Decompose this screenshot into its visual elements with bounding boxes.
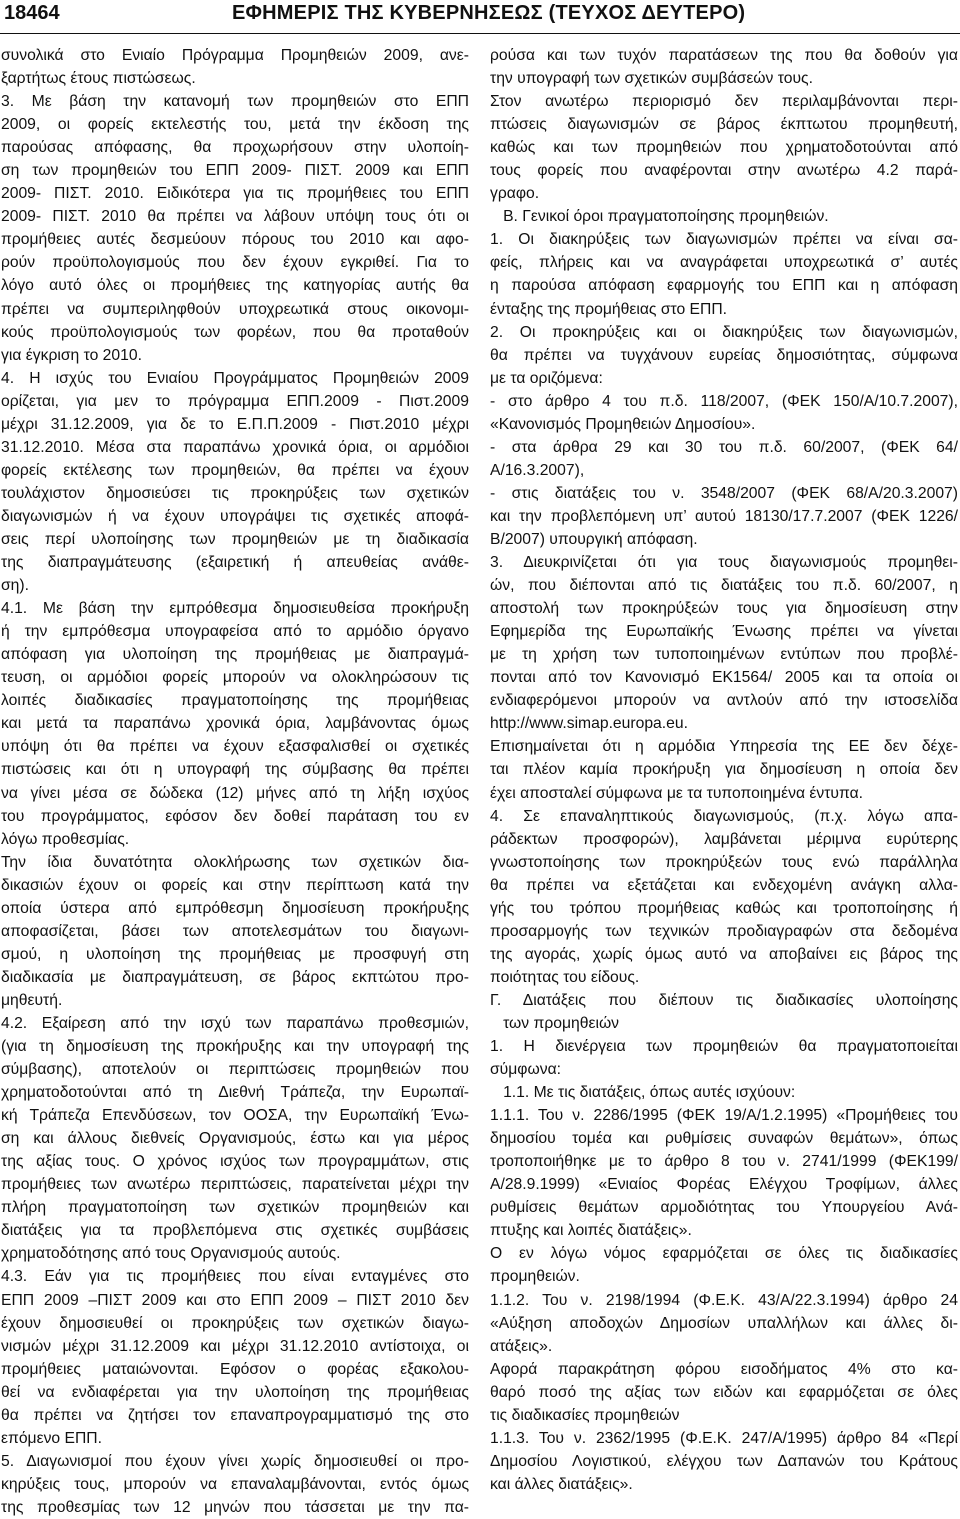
text-line: οποία ύστερα από εμπρόθεσμη δημοσίευση προκήρυξης xyxy=(1,899,469,917)
text-line: - στα άρθρα 29 και 30 του π.δ. 60/2007, (ΦΕΚ 64/ xyxy=(490,438,958,456)
text-line: ση). xyxy=(1,577,29,595)
page-header xyxy=(0,0,960,32)
text-line: φορείς εκτέλεσης των προμηθειών, θα πρέπει να έχουν xyxy=(1,461,469,479)
text-line: του προγράμματος, εφόσον δεν δοθεί παράταση του εν xyxy=(1,807,469,825)
text-line: 4.1. Με βάση την εμπρόθεσμα δημοσιευθείσα προκήρυξη xyxy=(1,600,469,618)
text-line: μέχρι 31.12.2009, για δε το Ε.Π.Π.2009 - Πιστ.2010 μέχρι xyxy=(1,415,469,433)
text-line: διατάξεις για τα προβλεπόμενα στις σχετικές συμβάσεις xyxy=(1,1222,469,1240)
text-line: 4. Η ισχύς του Ενιαίου Προγράμματος Προμηθειών 2009 xyxy=(1,369,469,387)
text-line: ορίζεται, για μεν το πρόγραμμα ΕΠΠ.2009 - Πιστ.2009 xyxy=(1,392,469,410)
text-line: λόγο αυτό όλες οι προμήθειες της κατηγορίας αυτής θα xyxy=(1,277,469,295)
text-line: γραφο. xyxy=(490,185,540,203)
text-line: λοιπές διαδικασίες πραγματοποίησης της προμήθειας xyxy=(1,692,469,710)
text-line: (για τη δημοσίευση της προκήρυξης και την υπογραφή της xyxy=(1,1038,469,1056)
text-line: - στο άρθρο 4 του π.δ. 118/2007, (ΦΕΚ 150/Α/10.7.2007), xyxy=(490,392,958,410)
text-line: ρυθμίσεις θεμάτων αρμοδιότητας του Υπουργείου Ανά- xyxy=(490,1199,958,1217)
text-line: με τα οριζόμενα: xyxy=(490,369,603,387)
text-line: 3. Διευκρινίζεται ότι για τους διαγωνισμούς προμηθει- xyxy=(490,554,958,572)
text-line: προμήθειες αυτές δεσμεύουν πόρους του 2010 και αφο- xyxy=(1,231,469,249)
text-line: Εφημερίδα της Ευρωπαϊκής Ένωσης πρέπει να γίνεται xyxy=(490,623,958,641)
text-line: ση και άλλους διεθνείς Οργανισμούς, έστω και για μέρος xyxy=(1,1130,469,1148)
text-line: Β. Γενικοί όροι πραγματοποίησης προμηθειών. xyxy=(490,208,829,226)
text-line: 4.3. Εάν για τις προμήθειες που είναι ενταγμένες στο xyxy=(1,1268,469,1286)
header-rule xyxy=(0,33,960,34)
text-line: ενδιαφερόμενοι μπορούν να αντλούν από την ιστοσελίδα xyxy=(490,692,958,710)
text-line: Α/16.3.2007), xyxy=(490,461,585,479)
text-line: Επισημαίνεται ότι η αρμόδια Υπηρεσία της ΕΕ δεν δέχε- xyxy=(490,738,958,756)
text-line: των προμηθειών xyxy=(490,1014,620,1032)
text-line: αποφασίζεται, βάσει των αποτελεσμάτων του διαγωνι- xyxy=(1,922,469,940)
text-line: παρούσας απόφασης, θα προχωρήσουν στην υλοποίη- xyxy=(1,139,469,157)
text-line: καθώς και των προμηθειών που χρηματοδοτούνται από xyxy=(490,139,958,157)
text-line: προμήθειες ματαιώνονται. Εφόσον ο φορέας εξακολου- xyxy=(1,1360,469,1378)
text-line: φείς, πλήρεις και να αναγράφεται υποχρεωτικά σ’ αυτές xyxy=(490,254,958,272)
text-line: Ο εν λόγω νόμος εφαρμόζεται σε όλες τις διαδικασίες xyxy=(490,1245,958,1263)
text-line: την υπογραφή των σχετικών συμβάσεών τους. xyxy=(490,70,813,88)
gazette-title: ΕΦΗΜΕΡΙΣ ΤΗΣ ΚΥΒΕΡΝΗΣΕΩΣ (ΤΕΥΧΟΣ ΔΕΥΤΕΡΟ) xyxy=(232,2,746,24)
text-line: και μετά τα παραπάνω χρονικά όρια, λαμβάνοντας όμως xyxy=(1,715,469,733)
text-line: κηρύξεις τους, μπορούν να επαναλαμβάνονται, εντός όμως xyxy=(1,1475,469,1493)
text-line: «Αύξηση αποδοχών Δημοσίων υπαλλήλων και άλλες δι- xyxy=(490,1314,958,1332)
text-line: για έγκριση το 2010. xyxy=(1,346,142,364)
text-line: πτυξης και λοιπές διατάξεις». xyxy=(490,1222,692,1240)
text-line: μηθευτή. xyxy=(1,991,63,1009)
text-line: 1.1.3. Του ν. 2362/1995 (Φ.Ε.Κ. 247/Α/1995) άρθρο 84 «Περί xyxy=(490,1429,958,1447)
text-line: κούς προϋπολογισμούς των φορέων, που θα προταθούν xyxy=(1,323,469,341)
text-line: διαδικασία με διαπραγμάτευση, σε βάρος εκπτώτου προ- xyxy=(1,968,469,986)
text-line: - στις διατάξεις του ν. 3548/2007 (ΦΕΚ 68/Α/20.3.2007) xyxy=(490,484,958,502)
text-line: κή Τράπεζα Επενδύσεων, τον ΟΟΣΑ, την Ευρωπαϊκή Ένω- xyxy=(1,1107,469,1125)
text-line: ρούσα και των τυχόν παρατάσεων της που θα δοθούν για xyxy=(490,47,958,64)
text-line: σύμφωνα: xyxy=(490,1061,561,1079)
text-line: υπόψη ότι θα πρέπει να έχουν εξασφαλισθεί οι σχετικές xyxy=(1,738,469,756)
text-line: αποστολή των προκηρύξεών τους για δημοσίευση στην xyxy=(490,600,958,618)
text-line: τους φορείς που αναφέρονται στην ανωτέρω 4.2 παρά- xyxy=(490,162,958,180)
text-line: «Κανονισμός Προμηθειών Δημοσίου». xyxy=(490,415,756,433)
text-line: σεις περί υλοποίησης των προμηθειών με τη διαδικασία xyxy=(1,530,469,548)
right-column xyxy=(490,44,958,1496)
page-number: 18464 xyxy=(4,2,60,24)
text-line: ατάξεις». xyxy=(490,1337,553,1355)
text-line: προμηθειών. xyxy=(490,1268,580,1286)
text-line: Την ίδια δυνατότητα ολοκλήρωσης των σχετικών δια- xyxy=(1,853,469,871)
text-line: δημοσίου τομέα και ρυθμίσεις συναφών θεμάτων», όπως xyxy=(490,1130,958,1148)
text-line: θα πρέπει να ζητήσει τον επαναπρογραμματισμό της στο xyxy=(1,1406,469,1424)
text-line: 31.12.2010. Μέσα στα παραπάνω χρονικά όρια, οι αρμόδιοι xyxy=(1,438,469,456)
left-column xyxy=(1,44,469,1519)
text-line: της αξίας τους. Ο χρόνος ισχύος των προγραμμάτων, στις xyxy=(1,1153,469,1171)
text-line: ξαρτήτως έτους πιστώσεως. xyxy=(1,70,196,88)
text-line: Αφορά παρακράτηση φόρου εισοδήματος 4% στο κα- xyxy=(490,1360,958,1378)
text-line: νισμών μέχρι 31.12.2009 και μέχρι 31.12.2010 αντίστοιχα, οι xyxy=(1,1337,469,1355)
text-line: έχει αποσταλεί σύμφωνα με τα τυποποιημένα έντυπα. xyxy=(490,784,864,802)
text-line: προμήθειες των ανωτέρω περιπτώσεις, παρατείνεται μέχρι την xyxy=(1,1176,469,1194)
text-line: 5. Διαγωνισμοί που έχουν γίνει χωρίς δημοσιευθεί οι προ- xyxy=(1,1452,469,1470)
text-line: επόμενο ΕΠΠ. xyxy=(1,1429,102,1447)
text-line: ρούν προϋπολογισμούς που δεν έχουν εγκριθεί. Για το xyxy=(1,254,469,272)
text-line: με τη χρήση των τυποποιημένων εντύπων που προβλέ- xyxy=(490,646,958,664)
text-line: πρέπει να συμπεριληφθούν υποχρεωτικά στους οικονομι- xyxy=(1,300,469,318)
text-line: θα πρέπει να τυγχάνουν ευρείας δημοσιότητας, σύμφωνα xyxy=(490,346,958,364)
text-line: δικασιών έχουν οι φορείς και στην περίπτωση κατά την xyxy=(1,876,469,894)
text-line: και άλλες διατάξεις». xyxy=(490,1475,633,1493)
text-line: ών, που διέπονται από τις διατάξεις του π.δ. 60/2007, η xyxy=(490,577,958,595)
text-line: προσαρμογής των τεχνικών προδιαγραφών στα δεδομένα xyxy=(490,922,958,940)
text-line: τροποποιήθηκε με το άρθρο 8 του ν. 2741/1999 (ΦΕΚ199/ xyxy=(490,1153,958,1171)
text-line: διαγωνισμών ή να έχουν υπογράψει τις σχετικές αποφά- xyxy=(1,507,469,525)
text-line: Στον ανωτέρω περιορισμό δεν περιλαμβάνονται περι- xyxy=(490,93,958,111)
text-line: ποιότητας του είδους. xyxy=(490,968,640,986)
text-line: της αγοράς, χωρίς όμως αυτό να αποβαίνει εις βάρος της xyxy=(490,945,958,963)
text-line: 2009- ΠΙΣΤ. 2010 θα πρέπει να λάβουν υπόψη τους ότι οι xyxy=(1,208,469,226)
text-line: 1.1.2. Του ν. 2198/1994 (Φ.Ε.Κ. 43/Α/22.3.1994) άρθρο 24 xyxy=(490,1291,958,1309)
text-line: της διαπραγμάτευσης (εξαιρετική ή απευθείας ανάθε- xyxy=(1,554,469,572)
text-line: χρηματοδότησης από τους Οργανισμούς αυτούς. xyxy=(1,1245,341,1263)
text-line: απόφαση για υλοποίηση της προμήθειας με διαπραγμά- xyxy=(1,646,469,664)
text-line: 2009- ΠΙΣΤ. 2010. Ειδικότερα για τις προμήθειες του ΕΠΠ xyxy=(1,185,469,203)
text-line: συνολικά στο Ενιαίο Πρόγραμμα Προμηθειών 2009, ανε- xyxy=(1,47,469,64)
text-line: γνωστοποίησης των προκηρύξεών τους ενώ παράλληλα xyxy=(490,853,958,871)
text-line: τευση, οι αρμόδιοι φορείς μπορούν να ολοκληρώσουν τις xyxy=(1,669,469,687)
text-line: πλήρη πραγματοποίηση των σχετικών προμηθειών και xyxy=(1,1199,469,1217)
text-line: Β/2007) υπουργική απόφαση. xyxy=(490,530,698,548)
text-line: ση των προμηθειών του ΕΠΠ 2009- ΠΙΣΤ. 2009 και ΕΠΠ xyxy=(1,162,469,180)
text-line: σμού, η υλοποίηση της προμήθειας με προσφυγή στη xyxy=(1,945,469,963)
text-line: πονται από τον Κανονισμό ΕΚ1564/ 2005 και τα οποία οι xyxy=(490,669,958,687)
text-line: της προθεσμίας των 12 μηνών που τάσσεται με την πα- xyxy=(1,1498,469,1516)
text-line: Γ. Διατάξεις που διέπουν τις διαδικασίες υλοποίησης xyxy=(490,991,958,1009)
text-line: και την προβλεπόμενη υπ’ αυτού 18130/17.7.2007 (ΦΕΚ 1226/ xyxy=(490,507,958,525)
text-line: 1.1.1. Του ν. 2286/1995 (ΦΕΚ 19/Α/1.2.1995) «Προμήθειες του xyxy=(490,1107,958,1125)
text-line: θα πρέπει να εξετάζεται και ενδεχομένη ανάγκη αλλα- xyxy=(490,876,958,894)
text-line: έχουν δημοσιευθεί οι προκηρύξεις των σχετικών διαγω- xyxy=(1,1314,469,1332)
text-line: τις διαδικασίες προμηθειών xyxy=(490,1406,680,1424)
text-line: 1. Οι διακηρύξεις των διαγωνισμών πρέπει να είναι σα- xyxy=(490,231,958,249)
text-line: ένταξης της προμήθειας στο ΕΠΠ. xyxy=(490,300,728,318)
text-line: γής του τρόπου προμήθειας καθώς και τροποποίησης ή xyxy=(490,899,958,917)
text-line: ράδεκτων προσφορών), λαμβάνεται μέριμνα ευρύτερης xyxy=(490,830,958,848)
text-line: θαρό ποσό της αξίας των ειδών και εφαρμόζεται σε όλες xyxy=(490,1383,958,1401)
text-line: τουλάχιστον δημοσιεύσει τις προκηρύξεις των σχετικών xyxy=(1,484,469,502)
text-line: 2009, οι φορείς εκτελεστής του, μετά την έκδοση της xyxy=(1,116,469,134)
text-line: Α/28.9.1999) «Ενιαίος Φορέας Ελέγχου Τροφίμων, άλλες xyxy=(490,1176,958,1194)
text-line: Δημοσίου Λογιστικού, ελέγχου των Δαπανών του Κράτους xyxy=(490,1452,958,1470)
text-line: 4. Σε επαναληπτικούς διαγωνισμούς, (π.χ. λόγω απα- xyxy=(490,807,958,825)
text-line: 4.2. Εξαίρεση από την ισχύ των παραπάνω προθεσμιών, xyxy=(1,1014,469,1032)
text-line: να γίνει μέσα σε δώδεκα (12) μήνες από τη λήξη ισχύος xyxy=(1,784,469,802)
text-line: η παρούσα απόφαση εφαρμογής του ΕΠΠ και η απόφαση xyxy=(490,277,958,295)
text-line: 1. Η διενέργεια των προμηθειών θα πραγματοποιείται xyxy=(490,1038,958,1056)
text-line: 2. Οι προκηρύξεις και οι διακηρύξεις των διαγωνισμών, xyxy=(490,323,958,341)
text-line: ΕΠΠ 2009 –ΠΙΣΤ 2009 και στο ΕΠΠ 2009 – ΠΙΣΤ 2010 δεν xyxy=(1,1291,469,1309)
text-line: λόγω προθεσμίας. xyxy=(1,830,130,848)
text-line: χρηματοδοτούνται από τη Διεθνή Τράπεζα, την Ευρωπαϊ- xyxy=(1,1084,469,1102)
text-line: πιστώσεις και ότι η υπογραφή της σύμβασης θα πρέπει xyxy=(1,761,469,779)
text-line: 1.1. Με τις διατάξεις, όπως αυτές ισχύουν: xyxy=(490,1084,796,1102)
text-line: σύμβασης), αποτελούν οι περιπτώσεις προμηθειών που xyxy=(1,1061,469,1079)
text-line: ή την εμπρόθεσμα υπογραφείσα από το αρμόδιο όργανο xyxy=(1,623,469,641)
text-line: ται πλέον καμία προκήρυξη για δημοσίευση η οποία δεν xyxy=(490,761,958,779)
text-line: πτώσεις διαγωνισμών σε βάρος έκπτωτου προμηθευτή, xyxy=(490,116,958,134)
text-line: θεί να ενδιαφέρεται για την υλοποίηση της προμήθειας xyxy=(1,1383,469,1401)
text-line: 3. Με βάση την κατανομή των προμηθειών στο ΕΠΠ xyxy=(1,93,469,111)
text-line: http://www.simap.europa.eu. xyxy=(490,715,688,733)
